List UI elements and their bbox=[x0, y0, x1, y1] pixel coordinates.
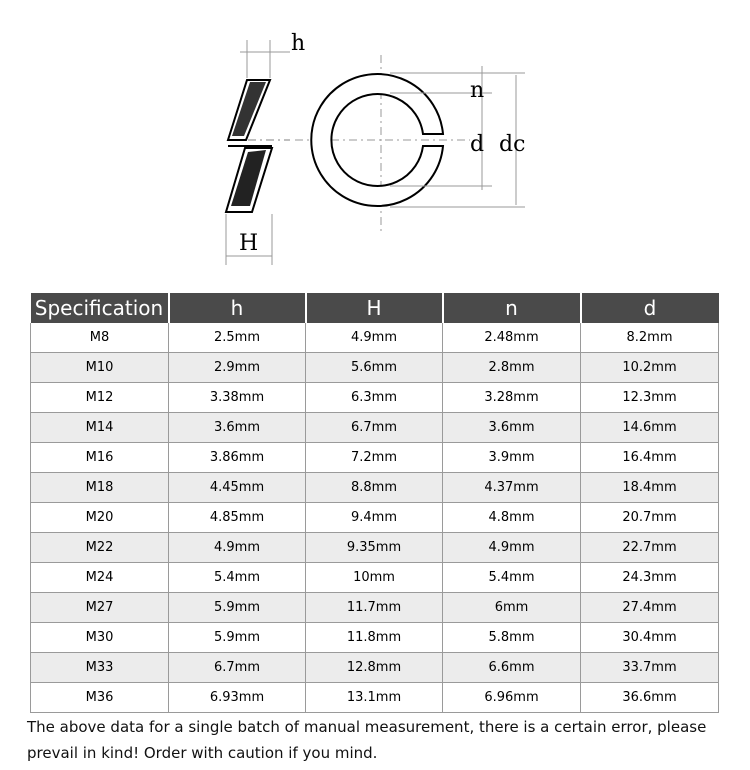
header-specification: Specification bbox=[31, 293, 169, 323]
d-cell: 16.4mm bbox=[581, 443, 719, 473]
H-cell: 11.7mm bbox=[306, 593, 443, 623]
spec-cell: M27 bbox=[31, 593, 169, 623]
table-row bbox=[31, 383, 719, 413]
d-cell: 10.2mm bbox=[581, 353, 719, 383]
h-cell: 3.6mm bbox=[169, 413, 306, 443]
d-cell: 27.4mm bbox=[581, 593, 719, 623]
d-cell: 36.6mm bbox=[581, 683, 719, 713]
n-cell: 3.28mm bbox=[443, 383, 581, 413]
d-cell: 14.6mm bbox=[581, 413, 719, 443]
h-cell: 5.9mm bbox=[169, 623, 306, 653]
H-cell: 8.8mm bbox=[306, 473, 443, 503]
h-cell: 4.45mm bbox=[169, 473, 306, 503]
table-body bbox=[31, 323, 719, 713]
spec-cell: M22 bbox=[31, 533, 169, 563]
H-cell: 9.35mm bbox=[306, 533, 443, 563]
table-row bbox=[31, 443, 719, 473]
h-cell: 2.5mm bbox=[169, 323, 306, 353]
table-row bbox=[31, 503, 719, 533]
spec-cell: M16 bbox=[31, 443, 169, 473]
header-n: n bbox=[443, 293, 581, 323]
n-cell: 4.37mm bbox=[443, 473, 581, 503]
d-cell: 30.4mm bbox=[581, 623, 719, 653]
table-row bbox=[31, 653, 719, 683]
H-cell: 10mm bbox=[306, 563, 443, 593]
d-cell: 22.7mm bbox=[581, 533, 719, 563]
washer-technical-drawing bbox=[0, 0, 750, 280]
n-dimension-label: n bbox=[470, 78, 485, 103]
h-cell: 3.38mm bbox=[169, 383, 306, 413]
header-H: H bbox=[306, 293, 443, 323]
header-h: h bbox=[169, 293, 306, 323]
specification-table bbox=[30, 293, 719, 713]
table-row bbox=[31, 533, 719, 563]
table-row bbox=[31, 413, 719, 443]
n-cell: 3.6mm bbox=[443, 413, 581, 443]
table-row bbox=[31, 623, 719, 653]
n-cell: 5.4mm bbox=[443, 563, 581, 593]
washer-diagram-svg bbox=[0, 0, 750, 280]
d-cell: 8.2mm bbox=[581, 323, 719, 353]
table-row bbox=[31, 353, 719, 383]
n-cell: 6mm bbox=[443, 593, 581, 623]
spec-cell: M8 bbox=[31, 323, 169, 353]
h-dimension-label: h bbox=[291, 31, 306, 56]
table-header-row bbox=[31, 293, 719, 323]
table-row bbox=[31, 473, 719, 503]
spec-cell: M36 bbox=[31, 683, 169, 713]
d-cell: 33.7mm bbox=[581, 653, 719, 683]
H-dimension-label: H bbox=[239, 231, 259, 256]
n-cell: 4.9mm bbox=[443, 533, 581, 563]
table-row bbox=[31, 683, 719, 713]
H-cell: 7.2mm bbox=[306, 443, 443, 473]
h-cell: 5.4mm bbox=[169, 563, 306, 593]
d-cell: 12.3mm bbox=[581, 383, 719, 413]
spec-cell: M30 bbox=[31, 623, 169, 653]
H-cell: 11.8mm bbox=[306, 623, 443, 653]
d-cell: 18.4mm bbox=[581, 473, 719, 503]
h-cell: 3.86mm bbox=[169, 443, 306, 473]
spec-cell: M12 bbox=[31, 383, 169, 413]
H-cell: 5.6mm bbox=[306, 353, 443, 383]
n-cell: 2.8mm bbox=[443, 353, 581, 383]
spec-cell: M33 bbox=[31, 653, 169, 683]
spec-cell: M20 bbox=[31, 503, 169, 533]
H-cell: 6.7mm bbox=[306, 413, 443, 443]
spec-cell: M10 bbox=[31, 353, 169, 383]
n-cell: 6.96mm bbox=[443, 683, 581, 713]
H-cell: 13.1mm bbox=[306, 683, 443, 713]
h-cell: 6.7mm bbox=[169, 653, 306, 683]
H-cell: 12.8mm bbox=[306, 653, 443, 683]
h-cell: 5.9mm bbox=[169, 593, 306, 623]
h-cell: 6.93mm bbox=[169, 683, 306, 713]
n-cell: 3.9mm bbox=[443, 443, 581, 473]
disclaimer-note: The above data for a single batch of manual measurement, there is a certain error, please prevail in kind! Order with caution if you mind. bbox=[27, 718, 707, 762]
spec-cell: M24 bbox=[31, 563, 169, 593]
H-cell: 9.4mm bbox=[306, 503, 443, 533]
washer-front-view bbox=[295, 55, 525, 232]
h-cell: 4.9mm bbox=[169, 533, 306, 563]
H-cell: 6.3mm bbox=[306, 383, 443, 413]
d-cell: 20.7mm bbox=[581, 503, 719, 533]
n-cell: 5.8mm bbox=[443, 623, 581, 653]
n-cell: 2.48mm bbox=[443, 323, 581, 353]
d-dimension-label: d bbox=[470, 132, 485, 157]
table-row bbox=[31, 563, 719, 593]
spec-cell: M14 bbox=[31, 413, 169, 443]
h-cell: 2.9mm bbox=[169, 353, 306, 383]
header-d: d bbox=[581, 293, 719, 323]
d-cell: 24.3mm bbox=[581, 563, 719, 593]
table-row bbox=[31, 593, 719, 623]
spec-cell: M18 bbox=[31, 473, 169, 503]
h-cell: 4.85mm bbox=[169, 503, 306, 533]
n-cell: 6.6mm bbox=[443, 653, 581, 683]
dc-dimension-label: dc bbox=[499, 132, 526, 157]
n-cell: 4.8mm bbox=[443, 503, 581, 533]
H-cell: 4.9mm bbox=[306, 323, 443, 353]
table-row bbox=[31, 323, 719, 353]
